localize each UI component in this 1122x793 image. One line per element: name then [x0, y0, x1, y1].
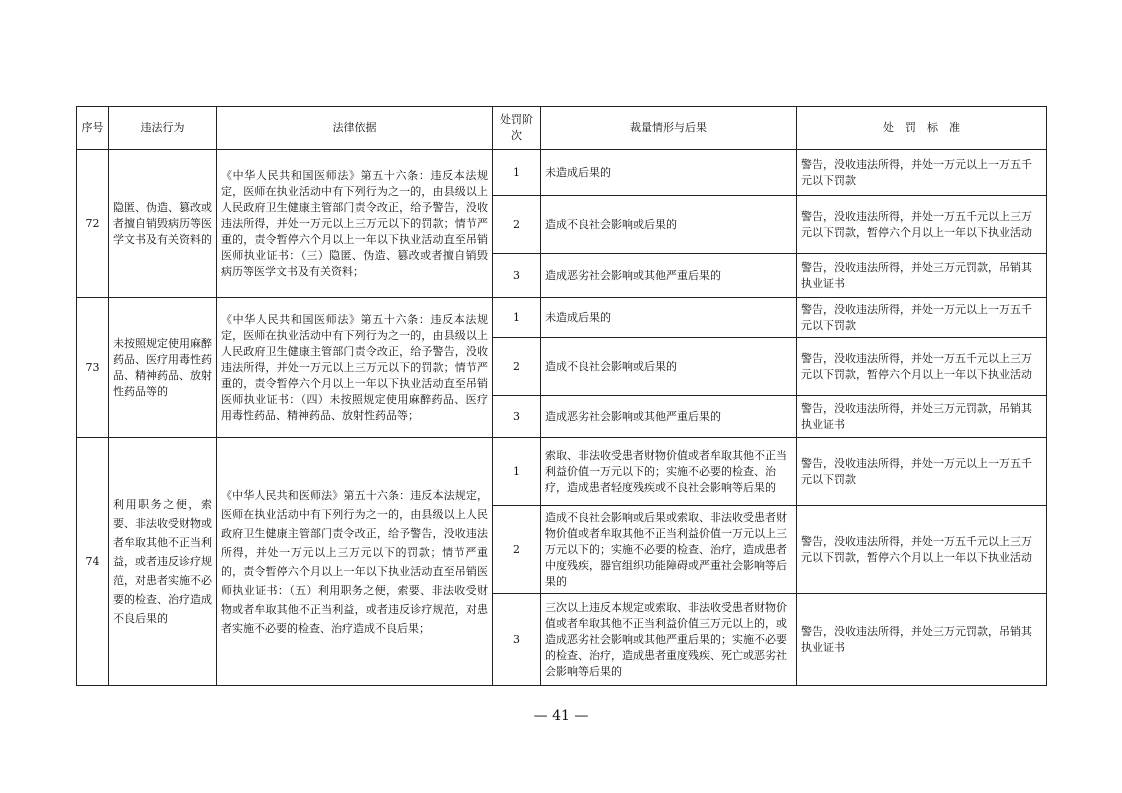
table-row [77, 438, 1047, 506]
row-circumstance: 造成不良社会影响或后果或索取、非法收受患者财物价值或者牟取其他不正当利益价值一万元以上三万元以下的；实施不必要的检查、治疗，造成患者中度残疾，器官组织功能障碍或严重社会影响等后果的 [541, 506, 797, 594]
row-standard: 警告，没收违法所得，并处一万元以上一万五千元以下罚款 [797, 438, 1047, 506]
row-basis: 《中华人民共和国医师法》第五十六条：违反本法规定，医师在执业活动中有下列行为之一的，由县级以上人民政府卫生健康主管部门责令改正，给予警告，没收违法所得，并处一万元以上三万元以下的罚款；情节严重的，责令暂停六个月以上一年以下执业活动直至吊销医师执业证书：（四）未按照规定使用麻醉药品、医疗用毒性药品、精神药品、放射性药品等； [217, 298, 493, 438]
row-act: 隐匿、伪造、篡改或者擅自销毁病历等医学文书及有关资料的 [109, 150, 217, 298]
header-basis: 法律依据 [217, 107, 493, 150]
row-standard: 警告，没收违法所得，并处三万元罚款，吊销其执业证书 [797, 396, 1047, 438]
row-level: 3 [493, 254, 541, 298]
row-circumstance: 造成恶劣社会影响或其他严重后果的 [541, 254, 797, 298]
row-level: 3 [493, 594, 541, 686]
row-level: 1 [493, 438, 541, 506]
row-level: 3 [493, 396, 541, 438]
row-level: 2 [493, 506, 541, 594]
row-no: 73 [77, 298, 109, 438]
row-standard: 警告，没收违法所得，并处一万元以上一万五千元以下罚款 [797, 150, 1047, 196]
row-standard: 警告，没收违法所得，并处一万元以上一万五千元以下罚款 [797, 298, 1047, 338]
header-standard: 处 罚 标 准 [797, 107, 1047, 150]
row-basis: 《中华人民共和医师法》第五十六条：违反本法规定，医师在执业活动中有下列行为之一的，由县级以上人民政府卫生健康主管部门责令改正，给予警告，没收违法所得，并处一万元以上三万元以下的罚款；情节严重的，责令暂停六个月以上一年以下执业活动直至吊销医师执业证书：（五）利用职务之便，索要、非法收受财物或者牟取其他不正当利益，或者违反诊疗规范，对患者实施不必要的检查、治疗造成不良后果； [217, 438, 493, 686]
row-circumstance: 索取、非法收受患者财物价值或者牟取其他不正当利益价值一万元以下的；实施不必要的检查、治疗，造成患者轻度残疾或不良社会影响等后果的 [541, 438, 797, 506]
row-circumstance: 未造成后果的 [541, 150, 797, 196]
row-standard: 警告，没收违法所得，并处一万五千元以上三万元以下罚款，暂停六个月以上一年以下执业活动 [797, 196, 1047, 254]
row-level: 2 [493, 196, 541, 254]
row-act: 未按照规定使用麻醉药品、医疗用毒性药品、精神药品、放射性药品等的 [109, 298, 217, 438]
row-level: 2 [493, 338, 541, 396]
page-number: — 41 — [533, 708, 589, 724]
row-circumstance: 未造成后果的 [541, 298, 797, 338]
row-standard: 警告，没收违法所得，并处一万五千元以上三万元以下罚款，暂停六个月以上一年以下执业活动 [797, 506, 1047, 594]
row-basis: 《中华人民共和国医师法》第五十六条：违反本法规定，医师在执业活动中有下列行为之一的，由县级以上人民政府卫生健康主管部门责令改正，给予警告，没收违法所得，并处一万元以上三万元以下的罚款；情节严重的，责令暂停六个月以上一年以下执业活动直至吊销医师执业证书：（三）隐匿、伪造、篡改或者擅自销毁病历等医学文书及有关资料； [217, 150, 493, 298]
row-act: 利用职务之便，索要、非法收受财物或者牟取其他不正当利益，或者违反诊疗规范，对患者实施不必要的检查、治疗造成不良后果的 [109, 438, 217, 686]
table-row [77, 150, 1047, 196]
row-no: 74 [77, 438, 109, 686]
row-circumstance: 造成不良社会影响或后果的 [541, 196, 797, 254]
row-level: 1 [493, 298, 541, 338]
row-circumstance: 三次以上违反本规定或索取、非法收受患者财物价值或者牟取其他不正当利益价值三万元以上的，或造成恶劣社会影响或其他严重后果的；实施不必要的检查、治疗，造成患者重度残疾、死亡或恶劣社会影响等后果的 [541, 594, 797, 686]
header-level: 处罚阶次 [493, 107, 541, 150]
penalty-table [76, 106, 1047, 686]
row-standard: 警告，没收违法所得，并处一万五千元以上三万元以下罚款，暂停六个月以上一年以下执业活动 [797, 338, 1047, 396]
header-circumstance: 裁量情形与后果 [541, 107, 797, 150]
header-no: 序号 [77, 107, 109, 150]
row-level: 1 [493, 150, 541, 196]
header-act: 违法行为 [109, 107, 217, 150]
table-header-row [77, 107, 1047, 150]
row-circumstance: 造成恶劣社会影响或其他严重后果的 [541, 396, 797, 438]
row-standard: 警告，没收违法所得，并处三万元罚款，吊销其执业证书 [797, 254, 1047, 298]
table-row [77, 298, 1047, 338]
row-circumstance: 造成不良社会影响或后果的 [541, 338, 797, 396]
row-standard: 警告，没收违法所得，并处三万元罚款，吊销其执业证书 [797, 594, 1047, 686]
row-no: 72 [77, 150, 109, 298]
